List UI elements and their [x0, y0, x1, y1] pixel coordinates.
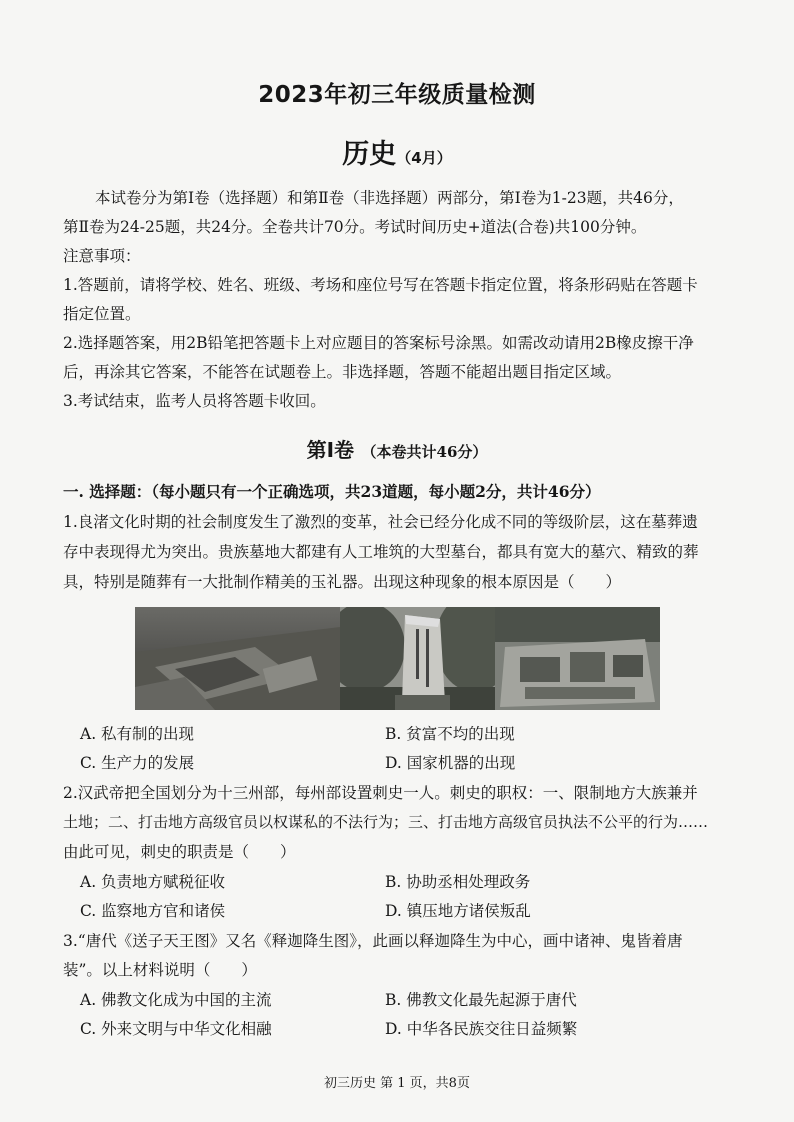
- stone-monument-photo: [340, 607, 495, 710]
- ruins-photo: [495, 607, 660, 710]
- part-heading: [63, 480, 600, 502]
- q3-option-a: A. 佛教文化成为中国的主流: [80, 991, 272, 1009]
- q3-stem-2: 装”。以上材料说明（ ）: [63, 961, 257, 979]
- q1-stem-2: 存中表现得尤为突出。贵族墓地大都建有人工堆筑的大型墓台，都具有宽大的墓穴、精致的葬: [63, 543, 699, 561]
- part-label: 一. 选择题：: [63, 482, 152, 501]
- q2-stem-3: 由此可见，刺史的职责是（ ）: [63, 843, 296, 861]
- notice-2a: 2.选择题答案，用2B铅笔把答题卡上对应题目的答案标号涂黑。如需改动请用2B橡皮擦干净: [63, 334, 694, 352]
- q3-stem-1: 3.“唐代《送子天王图》又名《释迦降生图》，此画以释迦降生为中心，画中诸神、鬼皆着唐: [63, 932, 683, 950]
- subject-heading: [0, 132, 794, 171]
- page-footer: 初三历史 第 1 页，共8页: [324, 1076, 470, 1091]
- section-name: 第Ⅰ卷: [306, 438, 355, 462]
- notice-1a: 1.答题前，请将学校、姓名、班级、考场和座位号写在答题卡指定位置，将条形码贴在答题卡: [63, 276, 698, 294]
- exam-title: 2023年初三年级质量检测: [258, 82, 536, 108]
- q2-option-a: A. 负责地方赋税征收: [80, 873, 226, 891]
- q3-option-d: D. 中华各民族交往日益频繁: [385, 1020, 578, 1038]
- q3-option-c: C. 外来文明与中华文化相融: [80, 1020, 272, 1038]
- notice-1b: 指定位置。: [63, 305, 141, 323]
- q2-option-b: B. 协助丞相处理政务: [385, 873, 531, 891]
- part-desc: （每小题只有一个正确选项，共23道题，每小题2分，共计46分）: [151, 482, 601, 501]
- notice-heading: 注意事项：: [63, 247, 141, 265]
- liangzhu-photos: [135, 607, 660, 710]
- q1-stem-3: 具，特别是随葬有一大批制作精美的玉礼器。出现这种现象的根本原因是（ ）: [63, 573, 622, 591]
- q1-option-a: A. 私有制的出现: [80, 725, 195, 743]
- excavation-site-photo: [135, 607, 340, 710]
- q1-option-b: B. 贫富不均的出现: [385, 725, 515, 743]
- subject-name: 历史: [342, 139, 397, 170]
- q2-option-c: C. 监察地方官和诸侯: [80, 902, 226, 920]
- exam-month: （4月）: [396, 149, 452, 167]
- notice-2b: 后，再涂其它答案，不能答在试题卷上。非选择题，答题不能超出题目指定区域。: [63, 363, 622, 381]
- section-title: [0, 434, 794, 463]
- q1-option-d: D. 国家机器的出现: [385, 754, 516, 772]
- q2-stem-1: 2.汉武帝把全国划分为十三州部，每州部设置刺史一人。刺史的职权：一、限制地方大族兼并: [63, 784, 698, 802]
- q2-stem-2: 土地；二、打击地方高级官员以权谋私的不法行为；三、打击地方高级官员执法不公平的行为……: [63, 813, 709, 831]
- notice-3: 3.考试结束，监考人员将答题卡收回。: [63, 392, 326, 410]
- q2-option-d: D. 镇压地方诸侯叛乱: [385, 902, 531, 920]
- intro-line-2: 第Ⅱ卷为24-25题，共24分。全卷共计70分。考试时间历史+道法(合卷)共100分钟。: [63, 218, 647, 236]
- intro-line-1: 本试卷分为第Ⅰ卷（选择题）和第Ⅱ卷（非选择题）两部分，第Ⅰ卷为1-23题，共46分，: [95, 189, 684, 207]
- q1-option-c: C. 生产力的发展: [80, 754, 195, 772]
- section-note: （本卷共计46分）: [369, 443, 488, 461]
- q1-stem-1: 1.良渚文化时期的社会制度发生了激烈的变革，社会已经分化成不同的等级阶层，这在墓葬遗: [63, 513, 698, 531]
- q3-option-b: B. 佛教文化最先起源于唐代: [385, 991, 577, 1009]
